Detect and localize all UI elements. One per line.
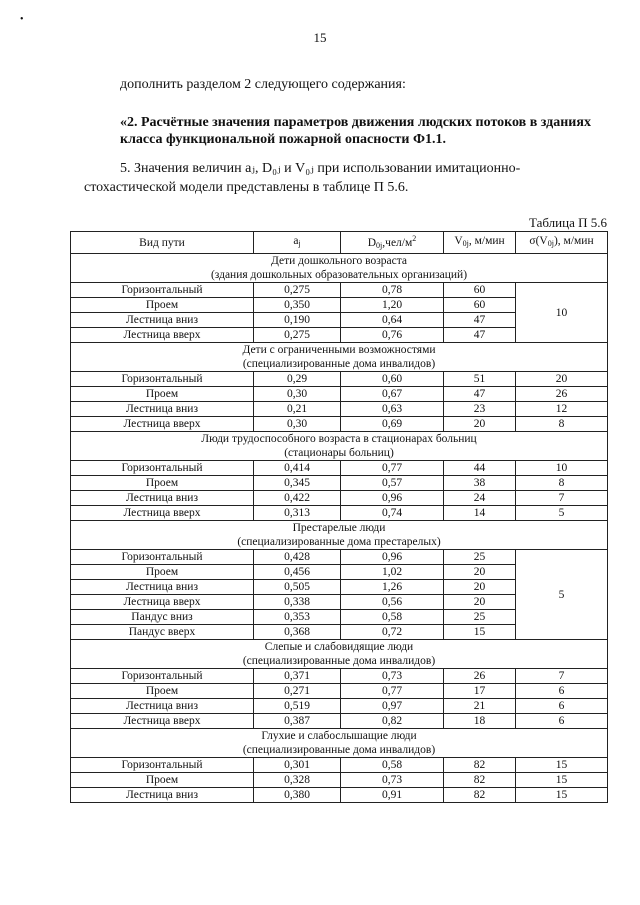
- page-number: 15: [313, 30, 327, 45]
- group-subtitle-row: [71, 268, 608, 283]
- cell-sigma: 20: [516, 372, 608, 387]
- cell-v0j: 26: [444, 669, 516, 684]
- cell-d0j: 0,74: [341, 506, 444, 521]
- paragraph: [84, 159, 602, 195]
- cell-sigma: 8: [516, 476, 608, 491]
- group-subtitle-row: [71, 357, 608, 372]
- cell-d0j: 0,72: [341, 625, 444, 640]
- table-header-row: [71, 232, 608, 254]
- table-row: [71, 283, 608, 298]
- cell-aj: 0,422: [254, 491, 341, 506]
- table-row: [71, 461, 608, 476]
- group-title: Престарелые люди: [71, 521, 608, 536]
- cell-v0j: 17: [444, 684, 516, 699]
- group-subtitle-row: [71, 446, 608, 461]
- cell-d0j: 0,73: [341, 669, 444, 684]
- cell-sigma: 8: [516, 417, 608, 432]
- cell-aj: 0,30: [254, 387, 341, 402]
- cell-aj: 0,275: [254, 328, 341, 343]
- cell-aj: 0,371: [254, 669, 341, 684]
- group-title-row: [71, 432, 608, 447]
- cell-path-type: Лестница вниз: [71, 491, 254, 506]
- cell-sigma: 6: [516, 684, 608, 699]
- cell-v0j: 25: [444, 550, 516, 565]
- cell-sigma: 15: [516, 758, 608, 773]
- cell-path-type: Горизонтальный: [71, 669, 254, 684]
- cell-sigma: 10: [516, 461, 608, 476]
- table-row: [71, 402, 608, 417]
- cell-aj: 0,271: [254, 684, 341, 699]
- cell-sigma-merged: 5: [516, 550, 608, 640]
- section-heading: «2. Расчётные значения параметров движения людских потоков в зданиях класса функциональной пожарной опасности Ф1.1.: [120, 115, 591, 147]
- cell-d0j: 0,91: [341, 788, 444, 803]
- cell-aj: 0,368: [254, 625, 341, 640]
- cell-aj: 0,519: [254, 699, 341, 714]
- cell-d0j: 0,77: [341, 684, 444, 699]
- cell-d0j: 0,69: [341, 417, 444, 432]
- group-title-row: [71, 521, 608, 536]
- cell-path-type: Горизонтальный: [71, 461, 254, 476]
- table-row: [71, 417, 608, 432]
- cell-path-type: Проем: [71, 387, 254, 402]
- cell-path-type: Лестница вверх: [71, 595, 254, 610]
- cell-v0j: 60: [444, 283, 516, 298]
- table-caption: Таблица П 5.6: [529, 215, 607, 230]
- cell-path-type: Проем: [71, 684, 254, 699]
- cell-sigma: 12: [516, 402, 608, 417]
- group-title: Слепые и слабовидящие люди: [71, 640, 608, 655]
- cell-path-type: Проем: [71, 298, 254, 313]
- cell-v0j: 82: [444, 788, 516, 803]
- group-title: Глухие и слабослышащие люди: [71, 729, 608, 744]
- cell-v0j: 82: [444, 758, 516, 773]
- group-subtitle: (здания дошкольных образовательных организаций): [71, 268, 608, 283]
- header-path-type: Вид пути: [71, 232, 254, 254]
- table-row: [71, 372, 608, 387]
- cell-d0j: 0,77: [341, 461, 444, 476]
- cell-path-type: Лестница вверх: [71, 714, 254, 729]
- cell-aj: 0,328: [254, 773, 341, 788]
- cell-d0j: 0,73: [341, 773, 444, 788]
- cell-d0j: 0,76: [341, 328, 444, 343]
- cell-sigma-merged: 10: [516, 283, 608, 343]
- table-row: [71, 669, 608, 684]
- cell-aj: 0,414: [254, 461, 341, 476]
- intro-text: дополнить разделом 2 следующего содержания:: [120, 77, 406, 92]
- cell-d0j: 0,58: [341, 758, 444, 773]
- cell-d0j: 0,78: [341, 283, 444, 298]
- group-subtitle: (специализированные дома инвалидов): [71, 743, 608, 758]
- cell-path-type: Пандус вниз: [71, 610, 254, 625]
- table-row: [71, 699, 608, 714]
- table-row: [71, 684, 608, 699]
- cell-aj: 0,30: [254, 417, 341, 432]
- cell-aj: 0,380: [254, 788, 341, 803]
- cell-path-type: Горизонтальный: [71, 372, 254, 387]
- cell-v0j: 44: [444, 461, 516, 476]
- cell-sigma: 5: [516, 506, 608, 521]
- cell-path-type: Горизонтальный: [71, 758, 254, 773]
- table-row: [71, 550, 608, 565]
- cell-d0j: 0,57: [341, 476, 444, 491]
- cell-sigma: 7: [516, 669, 608, 684]
- cell-v0j: 20: [444, 595, 516, 610]
- header-d0j: $D_{0j},чел/м^2$: [341, 232, 444, 254]
- cell-d0j: 1,26: [341, 580, 444, 595]
- cell-v0j: 18: [444, 714, 516, 729]
- group-subtitle-row: [71, 654, 608, 669]
- group-subtitle: (специализированные дома инвалидов): [71, 654, 608, 669]
- group-title: Люди трудоспособного возраста в стационарах больниц: [71, 432, 608, 447]
- cell-v0j: 47: [444, 313, 516, 328]
- cell-aj: 0,428: [254, 550, 341, 565]
- cell-v0j: 15: [444, 625, 516, 640]
- cell-v0j: 60: [444, 298, 516, 313]
- group-subtitle: (стационары больниц): [71, 446, 608, 461]
- cell-aj: 0,387: [254, 714, 341, 729]
- group-title-row: [71, 640, 608, 655]
- cell-aj: 0,353: [254, 610, 341, 625]
- cell-v0j: 25: [444, 610, 516, 625]
- table-row: [71, 387, 608, 402]
- cell-d0j: 0,96: [341, 550, 444, 565]
- cell-path-type: Лестница вниз: [71, 402, 254, 417]
- cell-d0j: 1,02: [341, 565, 444, 580]
- table-row: [71, 758, 608, 773]
- table-row: [71, 773, 608, 788]
- cell-v0j: 23: [444, 402, 516, 417]
- group-title: Дети с ограниченными возможностями: [71, 343, 608, 358]
- cell-d0j: 0,97: [341, 699, 444, 714]
- header-v0j: $V_{0j}$, м/мин: [444, 232, 516, 254]
- cell-d0j: 0,96: [341, 491, 444, 506]
- cell-path-type: Горизонтальный: [71, 283, 254, 298]
- cell-aj: 0,313: [254, 506, 341, 521]
- cell-sigma: 6: [516, 699, 608, 714]
- cell-path-type: Лестница вверх: [71, 417, 254, 432]
- corner-mark: •: [20, 14, 24, 25]
- paragraph-line-1: 5. Значения величин aⱼ, D₀ⱼ и V₀ⱼ при использовании имитационно-: [120, 161, 521, 176]
- table-row: [71, 491, 608, 506]
- cell-v0j: 20: [444, 417, 516, 432]
- cell-aj: 0,505: [254, 580, 341, 595]
- header-aj: $a_j$: [254, 232, 341, 254]
- table-row: [71, 476, 608, 491]
- cell-aj: 0,350: [254, 298, 341, 313]
- cell-path-type: Лестница вверх: [71, 328, 254, 343]
- cell-d0j: 0,56: [341, 595, 444, 610]
- cell-d0j: 0,60: [341, 372, 444, 387]
- cell-path-type: Горизонтальный: [71, 550, 254, 565]
- cell-sigma: 15: [516, 773, 608, 788]
- cell-v0j: 21: [444, 699, 516, 714]
- cell-aj: 0,338: [254, 595, 341, 610]
- cell-path-type: Пандус вверх: [71, 625, 254, 640]
- group-subtitle-row: [71, 535, 608, 550]
- cell-v0j: 24: [444, 491, 516, 506]
- cell-path-type: Проем: [71, 773, 254, 788]
- cell-v0j: 20: [444, 580, 516, 595]
- cell-path-type: Лестница вниз: [71, 699, 254, 714]
- cell-sigma: 15: [516, 788, 608, 803]
- cell-aj: 0,190: [254, 313, 341, 328]
- cell-sigma: 6: [516, 714, 608, 729]
- cell-v0j: 82: [444, 773, 516, 788]
- table-row: [71, 714, 608, 729]
- cell-v0j: 14: [444, 506, 516, 521]
- cell-path-type: Проем: [71, 476, 254, 491]
- cell-aj: 0,29: [254, 372, 341, 387]
- cell-path-type: Лестница вниз: [71, 788, 254, 803]
- group-title-row: [71, 729, 608, 744]
- header-sigma: $\sigma(V_{0j})$, м/мин: [516, 232, 608, 254]
- cell-d0j: 0,63: [341, 402, 444, 417]
- cell-v0j: 47: [444, 387, 516, 402]
- parameters-table: [70, 231, 608, 803]
- group-subtitle: (специализированные дома престарелых): [71, 535, 608, 550]
- cell-aj: 0,301: [254, 758, 341, 773]
- cell-d0j: 0,67: [341, 387, 444, 402]
- cell-path-type: Лестница вниз: [71, 580, 254, 595]
- table-row: [71, 788, 608, 803]
- group-subtitle: (специализированные дома инвалидов): [71, 357, 608, 372]
- cell-v0j: 20: [444, 565, 516, 580]
- cell-path-type: Лестница вверх: [71, 506, 254, 521]
- cell-aj: 0,21: [254, 402, 341, 417]
- cell-d0j: 0,64: [341, 313, 444, 328]
- group-title-row: [71, 254, 608, 269]
- cell-d0j: 0,82: [341, 714, 444, 729]
- cell-sigma: 7: [516, 491, 608, 506]
- cell-aj: 0,456: [254, 565, 341, 580]
- cell-sigma: 26: [516, 387, 608, 402]
- cell-d0j: 1,20: [341, 298, 444, 313]
- cell-path-type: Проем: [71, 565, 254, 580]
- cell-d0j: 0,58: [341, 610, 444, 625]
- cell-v0j: 38: [444, 476, 516, 491]
- cell-v0j: 51: [444, 372, 516, 387]
- paragraph-line-2: стохастической модели представлены в таблице П 5.6.: [84, 180, 409, 195]
- cell-aj: 0,275: [254, 283, 341, 298]
- table-row: [71, 506, 608, 521]
- cell-aj: 0,345: [254, 476, 341, 491]
- group-title: Дети дошкольного возраста: [71, 254, 608, 269]
- group-subtitle-row: [71, 743, 608, 758]
- group-title-row: [71, 343, 608, 358]
- cell-v0j: 47: [444, 328, 516, 343]
- cell-path-type: Лестница вниз: [71, 313, 254, 328]
